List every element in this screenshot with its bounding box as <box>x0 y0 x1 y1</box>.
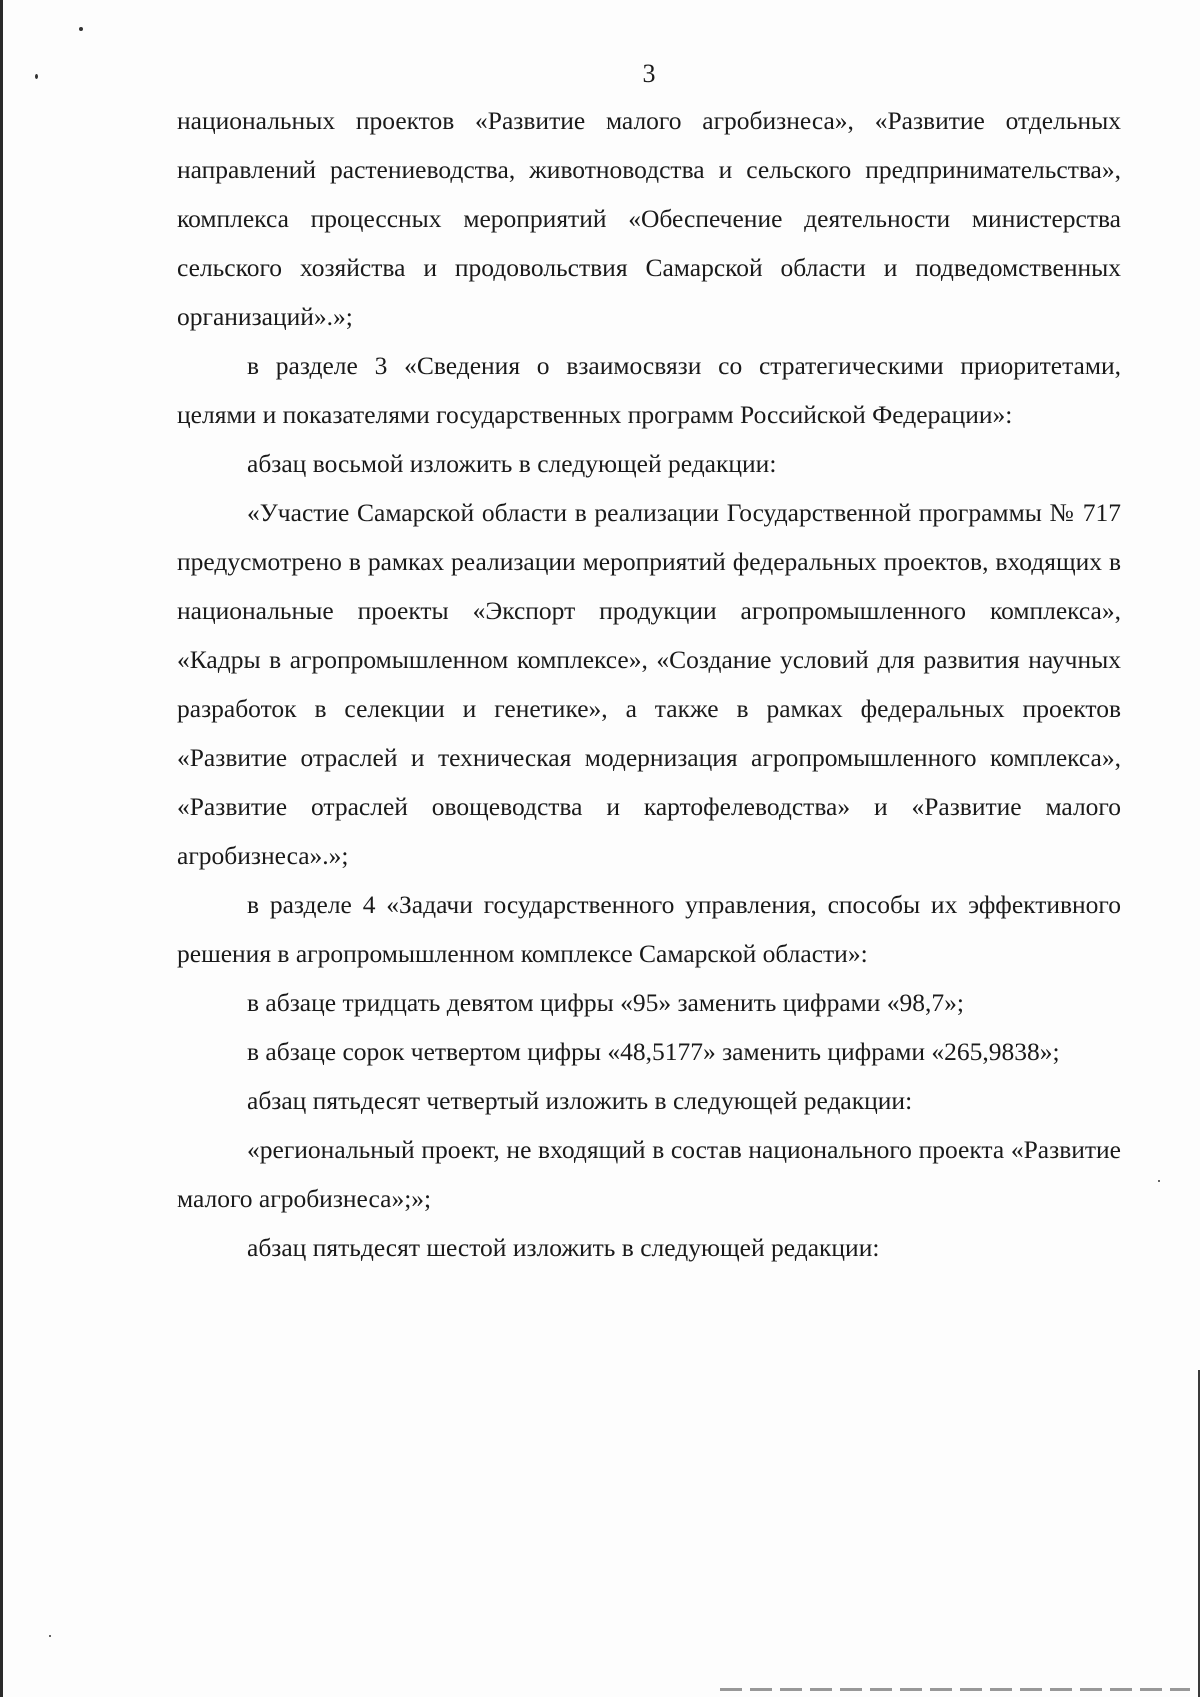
paragraph: абзац восьмой изложить в следующей редакции: <box>247 449 777 478</box>
paragraph: абзац пятьдесят четвертый изложить в следующей редакции: <box>247 1086 913 1115</box>
scan-left-edge <box>0 0 3 1697</box>
paragraph: национальных проектов «Развитие малого агробизнеса», «Развитие отдельных направлений растениеводства, животноводства и сельского предпринимательства», комплекса процессных мероприятий «Обеспечение деятельности министерства сельского хозяйства и продовольствия Самарской области и подведомственных организаций».»; <box>177 106 1121 331</box>
document-body <box>177 96 1121 1272</box>
paragraph: в абзаце сорок четвертом цифры «48,5177» заменить цифрами «265,9838»; <box>247 1037 1060 1066</box>
paragraph: в разделе 3 «Сведения о взаимосвязи со стратегическими приоритетами, целями и показателями государственных программ Российской Федерации»: <box>177 351 1121 429</box>
scan-speck <box>79 27 83 31</box>
page-number: 3 <box>642 59 656 88</box>
scan-bottom-marks <box>720 1688 1190 1691</box>
scan-speck <box>1158 1180 1160 1182</box>
paragraph: в абзаце тридцать девятом цифры «95» заменить цифрами «98,7»; <box>247 988 965 1017</box>
scan-speck <box>49 1635 51 1637</box>
paragraph: абзац пятьдесят шестой изложить в следующей редакции: <box>247 1233 880 1262</box>
paragraph: «Участие Самарской области в реализации Государственной программы № 717 предусмотрено в рамках реализации мероприятий федеральных проектов, входящих в национальные проекты «Экспорт продукции агропромышленного комплекса», «Кадры в агропромышленном комплексе», «Создание условий для развития научных разработок в селекции и генетике», а также в рамках федеральных проектов «Развитие отраслей и техническая модернизация агропромышленного комплекса», «Развитие отраслей овощеводства и картофелеводства» и «Развитие малого агробизнеса».»; <box>177 498 1121 870</box>
paragraph: «региональный проект, не входящий в состав национального проекта «Развитие малого агробизнеса»;»; <box>177 1135 1121 1213</box>
paragraph: в разделе 4 «Задачи государственного управления, способы их эффективного решения в агропромышленном комплексе Самарской области»: <box>177 890 1121 968</box>
